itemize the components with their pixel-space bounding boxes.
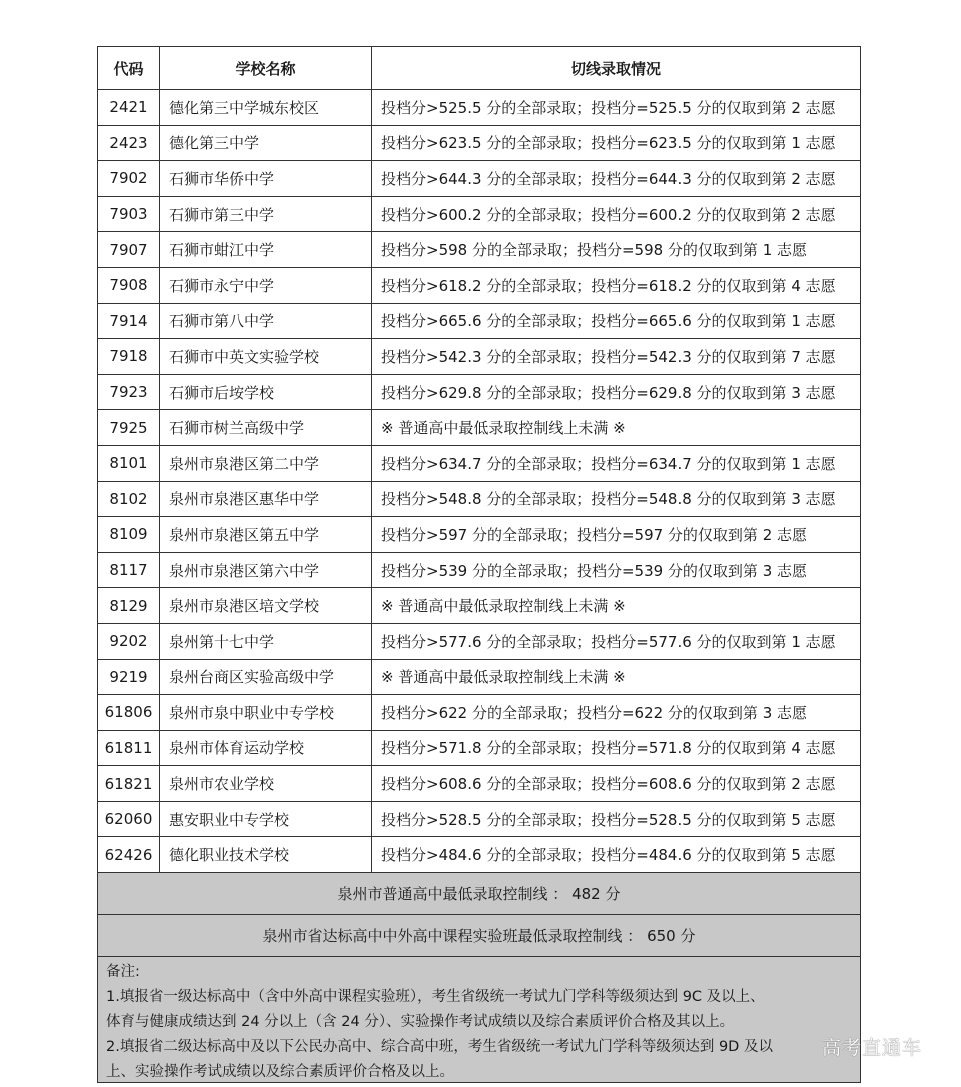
cutoff-result-cell: 投档分>548.8 分的全部录取；投档分=548.8 分的仅取到第 3 志愿: [381, 490, 836, 509]
school-name-cell: 德化第三中学: [160, 126, 372, 161]
school-name-cell: 泉州市农业学校: [160, 766, 372, 801]
school-name-cell: 石狮市后垵学校: [160, 375, 372, 410]
table-row: [98, 731, 860, 767]
header-code: 代码: [98, 47, 160, 89]
notes-line: 1.填报省一级达标高中（含中外高中课程实验班），考生省级统一考试九门学科等级须达到 9C 及以上、: [106, 989, 765, 1006]
cutoff-result-cell: 投档分>608.6 分的全部录取；投档分=608.6 分的仅取到第 2 志愿: [381, 775, 836, 794]
cutoff-result-cell: 投档分>665.6 分的全部录取；投档分=665.6 分的仅取到第 1 志愿: [381, 312, 836, 331]
code-cell: 7925: [98, 410, 160, 445]
cutoff-result-cell: 投档分>618.2 分的全部录取；投档分=618.2 分的仅取到第 4 志愿: [381, 276, 836, 295]
school-name-cell: 石狮市中英文实验学校: [160, 339, 372, 374]
table-row: [98, 553, 860, 589]
code-cell: 9219: [98, 660, 160, 695]
cutoff-result-cell: 投档分>600.2 分的全部录取；投档分=600.2 分的仅取到第 2 志愿: [381, 205, 836, 224]
school-name-cell: 泉州市泉中职业中专学校: [160, 695, 372, 730]
cutoff-result-cell: 投档分>528.5 分的全部录取；投档分=528.5 分的仅取到第 5 志愿: [381, 810, 836, 829]
code-cell: 2423: [98, 126, 160, 161]
code-cell: 8102: [98, 482, 160, 517]
code-cell: 7914: [98, 304, 160, 339]
cutoff-result-cell: 投档分>597 分的全部录取；投档分=597 分的仅取到第 2 志愿: [381, 525, 808, 544]
table-row: [98, 375, 860, 411]
cutoff-result-cell: 投档分>542.3 分的全部录取；投档分=542.3 分的仅取到第 7 志愿: [381, 347, 836, 366]
header-cutoff-result: 切线录取情况: [570, 59, 661, 78]
school-name-cell: 德化第三中学城东校区: [160, 90, 372, 125]
table-row: [98, 660, 860, 696]
cutoff-result-cell: 投档分>525.5 分的全部录取；投档分=525.5 分的仅取到第 2 志愿: [381, 98, 836, 117]
school-name-cell: 泉州市泉港区第五中学: [160, 517, 372, 552]
cutoff-result-cell: 投档分>539 分的全部录取；投档分=539 分的仅取到第 3 志愿: [381, 561, 808, 580]
code-cell: 61806: [98, 695, 160, 730]
admission-table: [97, 46, 861, 1083]
code-cell: 7902: [98, 161, 160, 196]
cutoff-result-cell: 投档分>623.5 分的全部录取；投档分=623.5 分的仅取到第 1 志愿: [381, 134, 836, 153]
cutoff-result-cell: 投档分>577.6 分的全部录取；投档分=577.6 分的仅取到第 1 志愿: [381, 632, 836, 651]
table-row: [98, 517, 860, 553]
code-cell: 7903: [98, 197, 160, 232]
code-cell: 62426: [98, 837, 160, 872]
table-row: [98, 588, 860, 624]
code-cell: 61811: [98, 731, 160, 766]
school-name-cell: 石狮市蚶江中学: [160, 232, 372, 267]
table-header-row: [98, 47, 860, 90]
table-row: [98, 90, 860, 126]
table-row: [98, 446, 860, 482]
school-name-cell: 泉州台商区实验高级中学: [160, 660, 372, 695]
code-cell: 8101: [98, 446, 160, 481]
notes-line: 2.填报省二级达标高中及以下公民办高中、综合高中班，考生省级统一考试九门学科等级须达到 9D 及以: [106, 1039, 773, 1056]
school-name-cell: 泉州市体育运动学校: [160, 731, 372, 766]
code-cell: 8129: [98, 588, 160, 623]
code-cell: 7908: [98, 268, 160, 303]
table-row: [98, 624, 860, 660]
table-row: [98, 837, 860, 873]
cutoff-result-cell: 投档分>622 分的全部录取；投档分=622 分的仅取到第 3 志愿: [381, 703, 808, 722]
table-row: [98, 161, 860, 197]
cutoff-result-cell: 投档分>644.3 分的全部录取；投档分=644.3 分的仅取到第 2 志愿: [381, 169, 836, 188]
table-row: [98, 197, 860, 233]
table-row: [98, 268, 860, 304]
table-row: [98, 766, 860, 802]
school-name-cell: 泉州市泉港区第二中学: [160, 446, 372, 481]
school-name-cell: 泉州市泉港区培文学校: [160, 588, 372, 623]
table-row: [98, 410, 860, 446]
code-cell: 62060: [98, 802, 160, 837]
notes-line: 上、实验操作考试成绩以及综合素质评价合格及以上。: [106, 1064, 454, 1081]
code-cell: 7918: [98, 339, 160, 374]
code-cell: 7907: [98, 232, 160, 267]
table-row: [98, 304, 860, 340]
table-row: [98, 802, 860, 838]
cutoff-result-cell: ※ 普通高中最低录取控制线上未满 ※: [381, 668, 626, 687]
summary-row-experimental-class-cutoff: 泉州市省达标高中中外高中课程实验班最低录取控制线 ： 650 分: [98, 915, 860, 957]
code-cell: 7923: [98, 375, 160, 410]
code-cell: 8117: [98, 553, 160, 588]
notes-section: [98, 957, 860, 1082]
cutoff-result-cell: 投档分>629.8 分的全部录取；投档分=629.8 分的仅取到第 3 志愿: [381, 383, 836, 402]
school-name-cell: 石狮市树兰高级中学: [160, 410, 372, 445]
watermark-text: 高考直通车: [822, 1037, 923, 1059]
table-row: [98, 482, 860, 518]
school-name-cell: 泉州第十七中学: [160, 624, 372, 659]
code-cell: 8109: [98, 517, 160, 552]
cutoff-result-cell: ※ 普通高中最低录取控制线上未满 ※: [381, 597, 626, 616]
cutoff-result-cell: 投档分>598 分的全部录取；投档分=598 分的仅取到第 1 志愿: [381, 241, 808, 260]
table-row: [98, 232, 860, 268]
school-name-cell: 石狮市第八中学: [160, 304, 372, 339]
school-name-cell: 泉州市泉港区惠华中学: [160, 482, 372, 517]
table-row: [98, 126, 860, 162]
header-school-name: 学校名称: [160, 47, 372, 89]
school-name-cell: 石狮市永宁中学: [160, 268, 372, 303]
summary-row-general-cutoff: 泉州市普通高中最低录取控制线 ： 482 分: [98, 873, 860, 915]
code-cell: 61821: [98, 766, 160, 801]
notes-title: 备注:: [106, 964, 140, 981]
school-name-cell: 惠安职业中专学校: [160, 802, 372, 837]
table-body: [98, 90, 860, 873]
school-name-cell: 泉州市泉港区第六中学: [160, 553, 372, 588]
school-name-cell: 石狮市第三中学: [160, 197, 372, 232]
school-name-cell: 石狮市华侨中学: [160, 161, 372, 196]
cutoff-result-cell: 投档分>571.8 分的全部录取；投档分=571.8 分的仅取到第 4 志愿: [381, 739, 836, 758]
school-name-cell: 德化职业技术学校: [160, 837, 372, 872]
cutoff-result-cell: ※ 普通高中最低录取控制线上未满 ※: [381, 419, 626, 438]
cutoff-result-cell: 投档分>634.7 分的全部录取；投档分=634.7 分的仅取到第 1 志愿: [381, 454, 836, 473]
code-cell: 9202: [98, 624, 160, 659]
table-row: [98, 695, 860, 731]
code-cell: 2421: [98, 90, 160, 125]
notes-line: 体育与健康成绩达到 24 分以上（含 24 分）、实验操作考试成绩以及综合素质评价合格及其以上。: [106, 1014, 735, 1031]
table-row: [98, 339, 860, 375]
cutoff-result-cell: 投档分>484.6 分的全部录取；投档分=484.6 分的仅取到第 5 志愿: [381, 846, 836, 865]
